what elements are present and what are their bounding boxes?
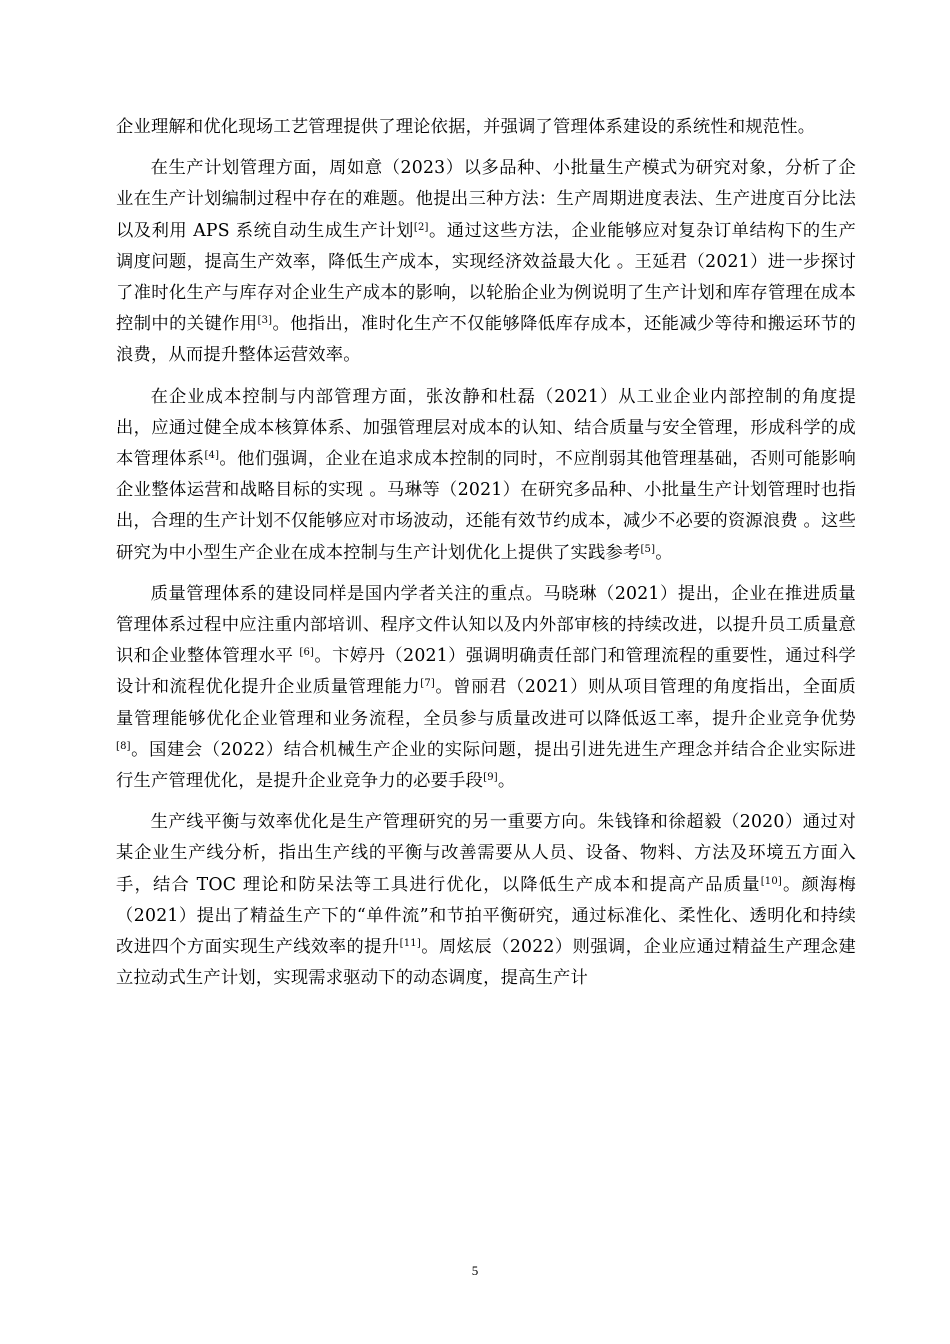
paragraph-gap bbox=[116, 372, 856, 382]
citation-marker: [10] bbox=[760, 875, 783, 887]
paragraph bbox=[116, 112, 856, 143]
citation-marker: [4] bbox=[204, 450, 220, 462]
paragraph-gap bbox=[116, 569, 856, 579]
citation-marker: [7] bbox=[420, 678, 435, 690]
page-number: 5 bbox=[471, 1263, 479, 1278]
body-text bbox=[116, 112, 856, 994]
paragraph-text: 。曾丽君（2021）则从项目管理的角度指出，全面质量管理能够优化企业管理和业务流程，全员参与质量改进可以降低返工率，提升企业竞争优势 bbox=[116, 677, 857, 729]
citation-marker: [9] bbox=[483, 772, 498, 784]
paragraph-gap bbox=[116, 797, 856, 807]
paragraph-text: 。周炫辰（2022）则强调，企业应通过精益生产理念建立拉动式生产计划，实现需求驱动下的动态调度，提高生产计 bbox=[116, 937, 856, 989]
paragraph-text: 。 bbox=[497, 771, 516, 792]
paragraph-text: 质量管理体系的建设同样是国内学者关注的重点。马晓琳（2021）提出，企业在推进质量管理体系过程中应注重内部培训、程序文件认知以及内外部审核的持续改进，以提升员工质量意识和企业整体管理水平 bbox=[116, 583, 856, 667]
paragraph-text: 生产线平衡与效率优化是生产管理研究的另一重要方向。朱钱锋和徐超毅（2020）通过对某企业生产线分析，指出生产线的平衡与改善需要从人员、设备、物料、方法及环境五方面入手，结合 TOC 理论和防呆法等工具进行优化，以降低生产成本和提高产品质量 bbox=[116, 812, 856, 895]
paragraph-text: 。国建会（2022）结合机械生产企业的实际问题，提出引进先进生产理念并结合企业实际进行生产管理优化，是提升企业竞争力的必要手段 bbox=[116, 739, 856, 792]
paragraph bbox=[116, 807, 856, 994]
paragraph bbox=[116, 153, 856, 371]
paragraph-text: 。卞婷丹（2021）强调明确责任部门和管理流程的重要性，通过科学设计和流程优化提升企业质量管理能力 bbox=[116, 646, 856, 698]
paragraph bbox=[116, 382, 856, 569]
paragraph-text: 。 bbox=[655, 542, 673, 563]
paragraph-gap bbox=[116, 143, 856, 153]
paragraph bbox=[116, 579, 856, 797]
citation-marker: [5] bbox=[640, 543, 656, 555]
paragraph-text: 。他指出，准时化生产不仅能够降低库存成本，还能减少等待和搬运环节的浪费，从而提升整体运营效率。 bbox=[116, 314, 856, 366]
paragraph-text: 。通过这些方法，企业能够应对复杂订单结构下的生产调度问题，提高生产效率，降低生产成本，实现经济效益最大化 。王延君（2021）进一步探讨了准时化生产与库存对企业生产成本的影响，以轮胎企业为例说明了生产计划和库存管理在成本控制中的关键作用 bbox=[116, 220, 856, 335]
paragraph-text: 。他们强调，企业在追求成本控制的同时，不应削弱其他管理基础，否则可能影响企业整体运营和战略目标的实现 。马琳等（2021）在研究多品种、小批量生产计划管理时也指出，合理的生产计划不仅能够应对市场波动，还能有效节约成本，减少不必要的资源浪费 。这些研究为中小型生产企业在成本控制与生产计划优化上提供了实践参考 bbox=[116, 449, 856, 563]
citation-marker: [2] bbox=[413, 221, 429, 233]
citation-marker: [3] bbox=[257, 315, 273, 327]
paragraph-text: 在生产计划管理方面，周如意（2023）以多品种、小批量生产模式为研究对象，分析了企业在生产计划编制过程中存在的难题。他提出三种方法：生产周期进度表法、生产进度百分比法以及利用 APS 系统自动生成生产计划 bbox=[116, 158, 856, 241]
paragraph-text: 。颜海梅（2021）提出了精益生产下的“单件流”和节拍平衡研究，通过标准化、柔性化、透明化和持续改进四个方面实现生产线效率的提升 bbox=[116, 874, 856, 958]
paragraph-text: 在企业成本控制与内部管理方面，张汝静和杜磊（2021）从工业企业内部控制的角度提出，应通过健全成本核算体系、加强管理层对成本的认知、结合质量与安全管理，形成科学的成本管理体系 bbox=[116, 386, 856, 470]
citation-marker: [8] bbox=[116, 740, 131, 752]
citation-marker: [11] bbox=[399, 938, 421, 950]
paragraph-text: 企业理解和优化现场工艺管理提供了理论依据，并强调了管理体系建设的系统性和规范性。 bbox=[116, 117, 816, 137]
citation-marker: [6] bbox=[299, 647, 315, 659]
